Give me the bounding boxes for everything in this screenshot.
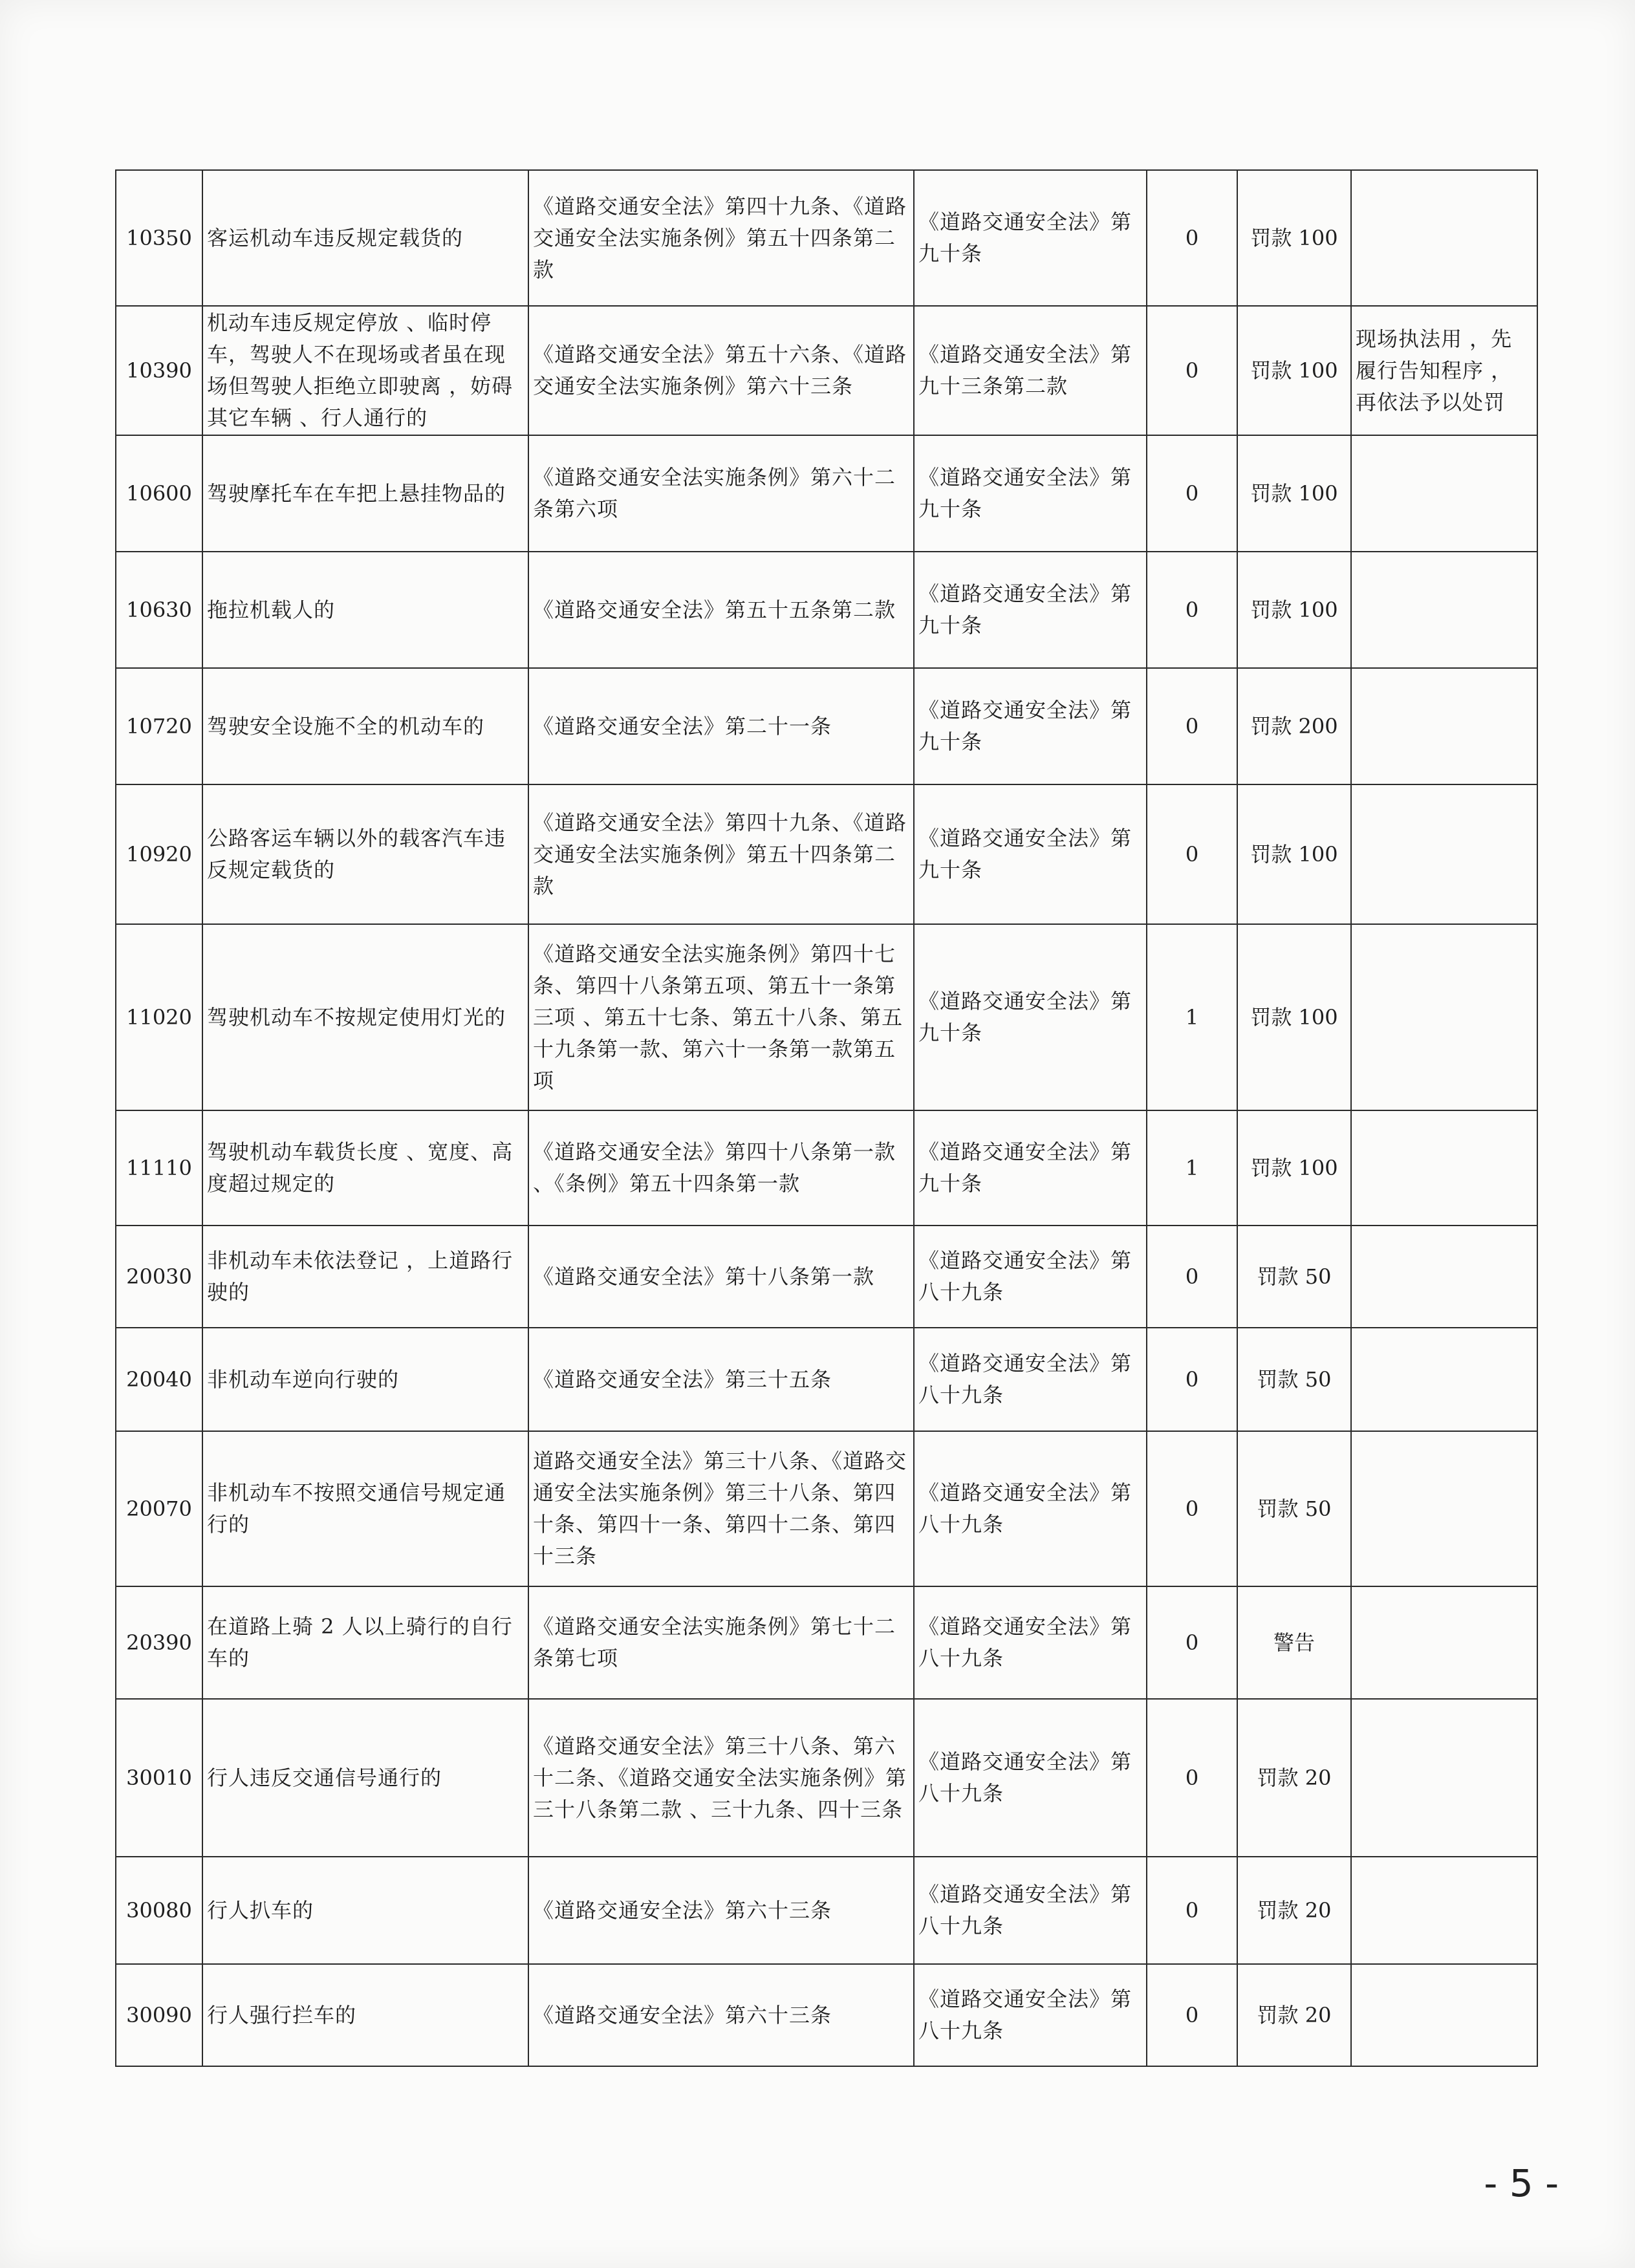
cell-code: 20030 [116, 1226, 202, 1328]
table-row [116, 1964, 1537, 2066]
cell-code: 10720 [116, 668, 202, 784]
cell-score: 0 [1147, 552, 1237, 668]
cell-code: 10390 [116, 306, 202, 435]
cell-basis: 《道路交通安全法》第五十六条、《道路交通安全法实施条例》第六十三条 [528, 306, 914, 435]
cell-penalty: 罚款 50 [1237, 1431, 1351, 1586]
cell-behavior: 行人违反交通信号通行的 [202, 1699, 528, 1857]
table-body [116, 170, 1537, 2066]
cell-basis: 《道路交通安全法》第四十九条、《道路交通安全法实施条例》第五十四条第二款 [528, 784, 914, 924]
cell-score: 0 [1147, 1226, 1237, 1328]
cell-penalty: 罚款 50 [1237, 1226, 1351, 1328]
cell-penalty: 罚款 100 [1237, 924, 1351, 1110]
violation-table [115, 169, 1538, 2067]
cell-score: 0 [1147, 170, 1237, 306]
table-row [116, 1110, 1537, 1226]
cell-code: 20040 [116, 1328, 202, 1431]
cell-code: 10600 [116, 435, 202, 552]
cell-code: 20070 [116, 1431, 202, 1586]
cell-punish: 《道路交通安全法》第九十条 [914, 1110, 1147, 1226]
cell-penalty: 罚款 100 [1237, 170, 1351, 306]
cell-code: 10920 [116, 784, 202, 924]
cell-score: 0 [1147, 1431, 1237, 1586]
table-row [116, 924, 1537, 1110]
cell-behavior: 驾驶机动车不按规定使用灯光的 [202, 924, 528, 1110]
table-row [116, 1431, 1537, 1586]
cell-note [1351, 552, 1537, 668]
cell-penalty: 罚款 100 [1237, 784, 1351, 924]
cell-basis: 《道路交通安全法》第三十五条 [528, 1328, 914, 1431]
cell-penalty: 罚款 100 [1237, 435, 1351, 552]
cell-code: 30080 [116, 1857, 202, 1964]
cell-note [1351, 1699, 1537, 1857]
cell-note [1351, 1586, 1537, 1699]
cell-behavior: 拖拉机载人的 [202, 552, 528, 668]
cell-punish: 《道路交通安全法》第九十条 [914, 170, 1147, 306]
cell-penalty: 罚款 100 [1237, 306, 1351, 435]
cell-behavior: 行人强行拦车的 [202, 1964, 528, 2066]
cell-code: 30010 [116, 1699, 202, 1857]
cell-score: 0 [1147, 1586, 1237, 1699]
cell-basis: 《道路交通安全法》第三十八条、第六十二条、《道路交通安全法实施条例》第三十八条第二款 、三十九条、四十三条 [528, 1699, 914, 1857]
cell-score: 1 [1147, 1110, 1237, 1226]
cell-behavior: 在道路上骑 2 人以上骑行的自行车的 [202, 1586, 528, 1699]
table-row [116, 1328, 1537, 1431]
cell-code: 10630 [116, 552, 202, 668]
cell-penalty: 罚款 100 [1237, 1110, 1351, 1226]
cell-basis: 《道路交通安全法实施条例》第七十二条第七项 [528, 1586, 914, 1699]
cell-basis: 《道路交通安全法实施条例》第六十二条第六项 [528, 435, 914, 552]
cell-score: 0 [1147, 1964, 1237, 2066]
cell-penalty: 罚款 50 [1237, 1328, 1351, 1431]
cell-code: 20390 [116, 1586, 202, 1699]
cell-punish: 《道路交通安全法》第八十九条 [914, 1699, 1147, 1857]
cell-punish: 《道路交通安全法》第九十条 [914, 435, 1147, 552]
cell-behavior: 驾驶机动车载货长度 、宽度、高度超过规定的 [202, 1110, 528, 1226]
table-row [116, 306, 1537, 435]
table-row [116, 784, 1537, 924]
cell-score: 0 [1147, 1699, 1237, 1857]
cell-punish: 《道路交通安全法》第八十九条 [914, 1857, 1147, 1964]
cell-note [1351, 784, 1537, 924]
cell-note [1351, 1110, 1537, 1226]
cell-basis: 《道路交通安全法》第四十八条第一款 、《条例》第五十四条第一款 [528, 1110, 914, 1226]
cell-code: 30090 [116, 1964, 202, 2066]
cell-note [1351, 1226, 1537, 1328]
cell-basis: 《道路交通安全法》第六十三条 [528, 1964, 914, 2066]
cell-basis: 《道路交通安全法》第十八条第一款 [528, 1226, 914, 1328]
cell-code: 11020 [116, 924, 202, 1110]
cell-behavior: 机动车违反规定停放 、临时停车，驾驶人不在现场或者虽在现场但驾驶人拒绝立即驶离 ，妨碍其它车辆 、行人通行的 [202, 306, 528, 435]
cell-punish: 《道路交通安全法》第九十条 [914, 552, 1147, 668]
cell-basis: 《道路交通安全法》第五十五条第二款 [528, 552, 914, 668]
cell-penalty: 罚款 20 [1237, 1964, 1351, 2066]
cell-code: 10350 [116, 170, 202, 306]
cell-penalty: 罚款 20 [1237, 1857, 1351, 1964]
page-number: - 5 - [1484, 2161, 1559, 2205]
table-row [116, 435, 1537, 552]
cell-punish: 《道路交通安全法》第八十九条 [914, 1226, 1147, 1328]
cell-behavior: 非机动车逆向行驶的 [202, 1328, 528, 1431]
cell-note [1351, 924, 1537, 1110]
cell-punish: 《道路交通安全法》第八十九条 [914, 1964, 1147, 2066]
table-row [116, 1857, 1537, 1964]
table-row [116, 1226, 1537, 1328]
cell-punish: 《道路交通安全法》第九十三条第二款 [914, 306, 1147, 435]
cell-note [1351, 1857, 1537, 1964]
table-row [116, 552, 1537, 668]
cell-score: 1 [1147, 924, 1237, 1110]
cell-score: 0 [1147, 668, 1237, 784]
cell-note: 现场执法用 ，先履行告知程序 ，再依法予以处罚 [1351, 306, 1537, 435]
cell-note [1351, 1431, 1537, 1586]
cell-penalty: 罚款 20 [1237, 1699, 1351, 1857]
cell-score: 0 [1147, 306, 1237, 435]
cell-score: 0 [1147, 1328, 1237, 1431]
cell-punish: 《道路交通安全法》第九十条 [914, 668, 1147, 784]
cell-basis: 《道路交通安全法》第六十三条 [528, 1857, 914, 1964]
cell-behavior: 非机动车未依法登记 ，上道路行驶的 [202, 1226, 528, 1328]
cell-punish: 《道路交通安全法》第八十九条 [914, 1586, 1147, 1699]
cell-score: 0 [1147, 1857, 1237, 1964]
cell-behavior: 行人扒车的 [202, 1857, 528, 1964]
cell-penalty: 罚款 100 [1237, 552, 1351, 668]
cell-punish: 《道路交通安全法》第九十条 [914, 924, 1147, 1110]
cell-basis: 《道路交通安全法》第二十一条 [528, 668, 914, 784]
cell-basis: 《道路交通安全法实施条例》第四十七条、第四十八条第五项、第五十一条第三项 、第五十七条、第五十八条、第五十九条第一款、第六十一条第一款第五项 [528, 924, 914, 1110]
cell-score: 0 [1147, 784, 1237, 924]
table-row [116, 1586, 1537, 1699]
cell-punish: 《道路交通安全法》第八十九条 [914, 1328, 1147, 1431]
cell-behavior: 驾驶摩托车在车把上悬挂物品的 [202, 435, 528, 552]
table-row [116, 668, 1537, 784]
cell-note [1351, 1964, 1537, 2066]
cell-penalty: 罚款 200 [1237, 668, 1351, 784]
cell-behavior: 驾驶安全设施不全的机动车的 [202, 668, 528, 784]
cell-note [1351, 435, 1537, 552]
cell-punish: 《道路交通安全法》第九十条 [914, 784, 1147, 924]
cell-behavior: 公路客运车辆以外的载客汽车违反规定载货的 [202, 784, 528, 924]
cell-score: 0 [1147, 435, 1237, 552]
cell-behavior: 非机动车不按照交通信号规定通行的 [202, 1431, 528, 1586]
cell-behavior: 客运机动车违反规定载货的 [202, 170, 528, 306]
cell-code: 11110 [116, 1110, 202, 1226]
cell-basis: 《道路交通安全法》第四十九条、《道路交通安全法实施条例》第五十四条第二款 [528, 170, 914, 306]
cell-note [1351, 1328, 1537, 1431]
table-row [116, 1699, 1537, 1857]
table-row [116, 170, 1537, 306]
cell-note [1351, 668, 1537, 784]
cell-basis: 道路交通安全法》第三十八条、《道路交通安全法实施条例》第三十八条、第四十条、第四十一条、第四十二条、第四十三条 [528, 1431, 914, 1586]
cell-punish: 《道路交通安全法》第八十九条 [914, 1431, 1147, 1586]
cell-penalty: 警告 [1237, 1586, 1351, 1699]
cell-note [1351, 170, 1537, 306]
